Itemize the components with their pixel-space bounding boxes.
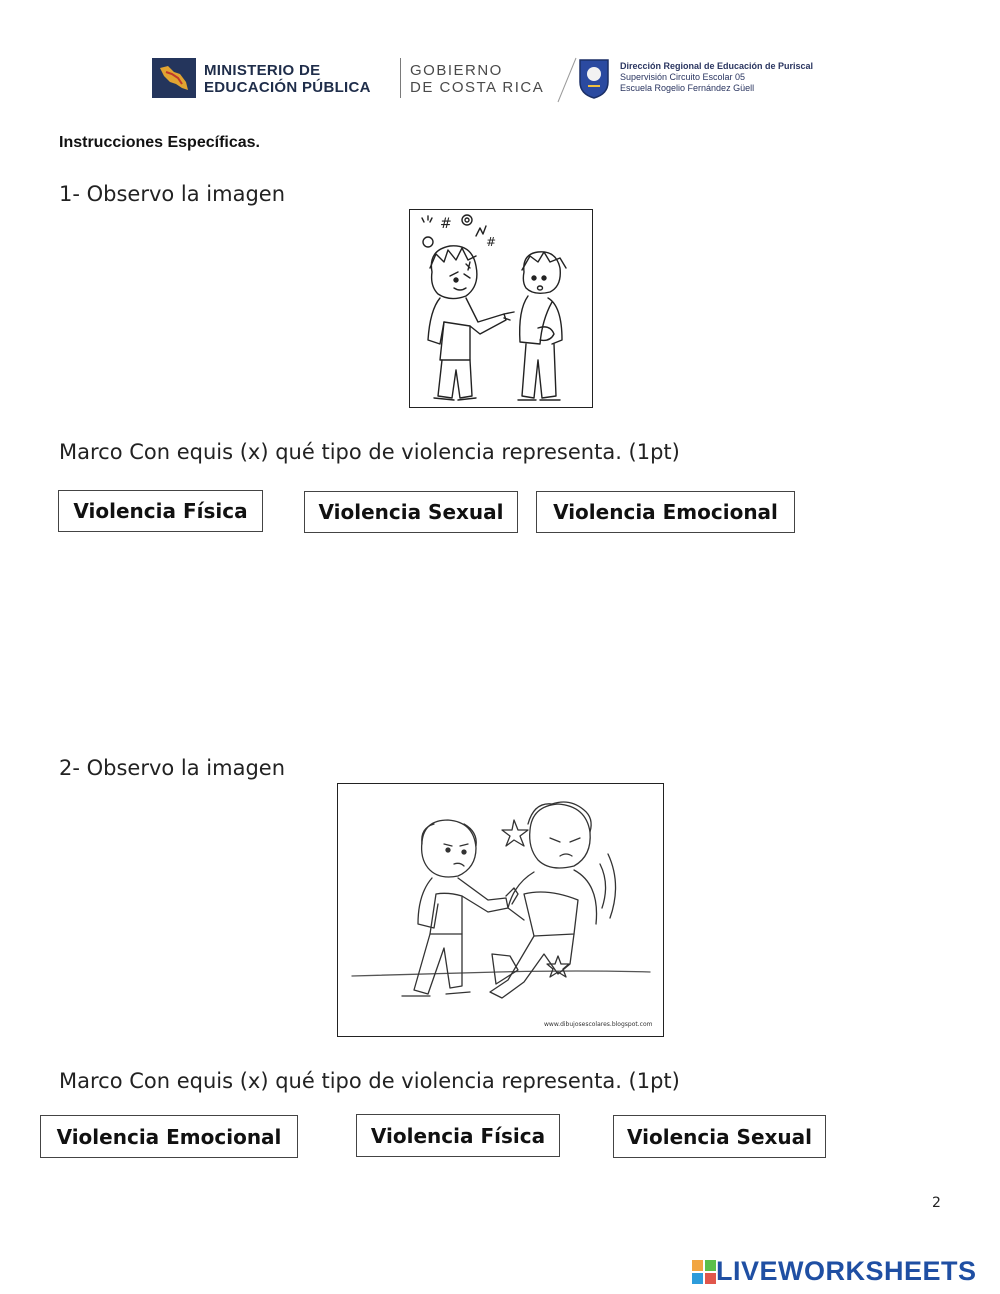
school-shield-icon [578, 58, 610, 100]
region-line-2: Supervisión Circuito Escolar 05 [620, 72, 746, 82]
liveworksheets-blocks-icon [692, 1260, 716, 1284]
svg-text:#: # [486, 235, 497, 249]
ministry-logo-icon [152, 58, 196, 98]
q1-option-violencia-sexual[interactable]: Violencia Sexual [304, 491, 518, 533]
q2-option-violencia-emocional[interactable]: Violencia Emocional [40, 1115, 298, 1158]
liveworksheets-wordmark: LIVEWORKSHEETS [716, 1256, 977, 1286]
region-line-3: Escuela Rogelio Fernández Güell [620, 83, 755, 93]
regional-direction [620, 61, 813, 94]
question-2-prompt: 2- Observo la imagen [59, 756, 286, 780]
question-1-illustration [409, 209, 593, 408]
ministry-line-1: MINISTERIO DE [204, 62, 321, 79]
question-1-task: Marco Con equis (x) qué tipo de violencia representa. (1pt) [59, 440, 680, 464]
q2-option-violencia-fisica[interactable]: Violencia Física [356, 1114, 560, 1157]
region-line-1: Dirección Regional de Educación de Puriscal [620, 61, 814, 71]
question-1-prompt: 1- Observo la imagen [59, 182, 286, 206]
page-number: 2 [932, 1195, 941, 1211]
illustration-caption: www.dibujosescolares.blogspot.com [544, 1021, 653, 1028]
q1-option-violencia-fisica[interactable]: Violencia Física [58, 490, 263, 532]
q2-option-violencia-sexual[interactable]: Violencia Sexual [613, 1115, 826, 1158]
header-slash-divider [556, 56, 578, 104]
svg-text:#: # [440, 216, 452, 232]
question-2-task: Marco Con equis (x) qué tipo de violencia representa. (1pt) [59, 1069, 680, 1093]
instructions-title: Instrucciones Específicas. [59, 134, 260, 151]
header-divider [400, 58, 401, 98]
question-2-illustration [337, 783, 664, 1037]
ministry-line-2: EDUCACIÓN PÚBLICA [204, 79, 371, 96]
ministry-name [204, 62, 371, 96]
q1-option-violencia-emocional[interactable]: Violencia Emocional [536, 491, 795, 533]
government-line-2: DE COSTA RICA [410, 79, 545, 96]
government-name [410, 62, 544, 96]
government-line-1: GOBIERNO [410, 62, 503, 79]
liveworksheets-logo [692, 1256, 977, 1287]
